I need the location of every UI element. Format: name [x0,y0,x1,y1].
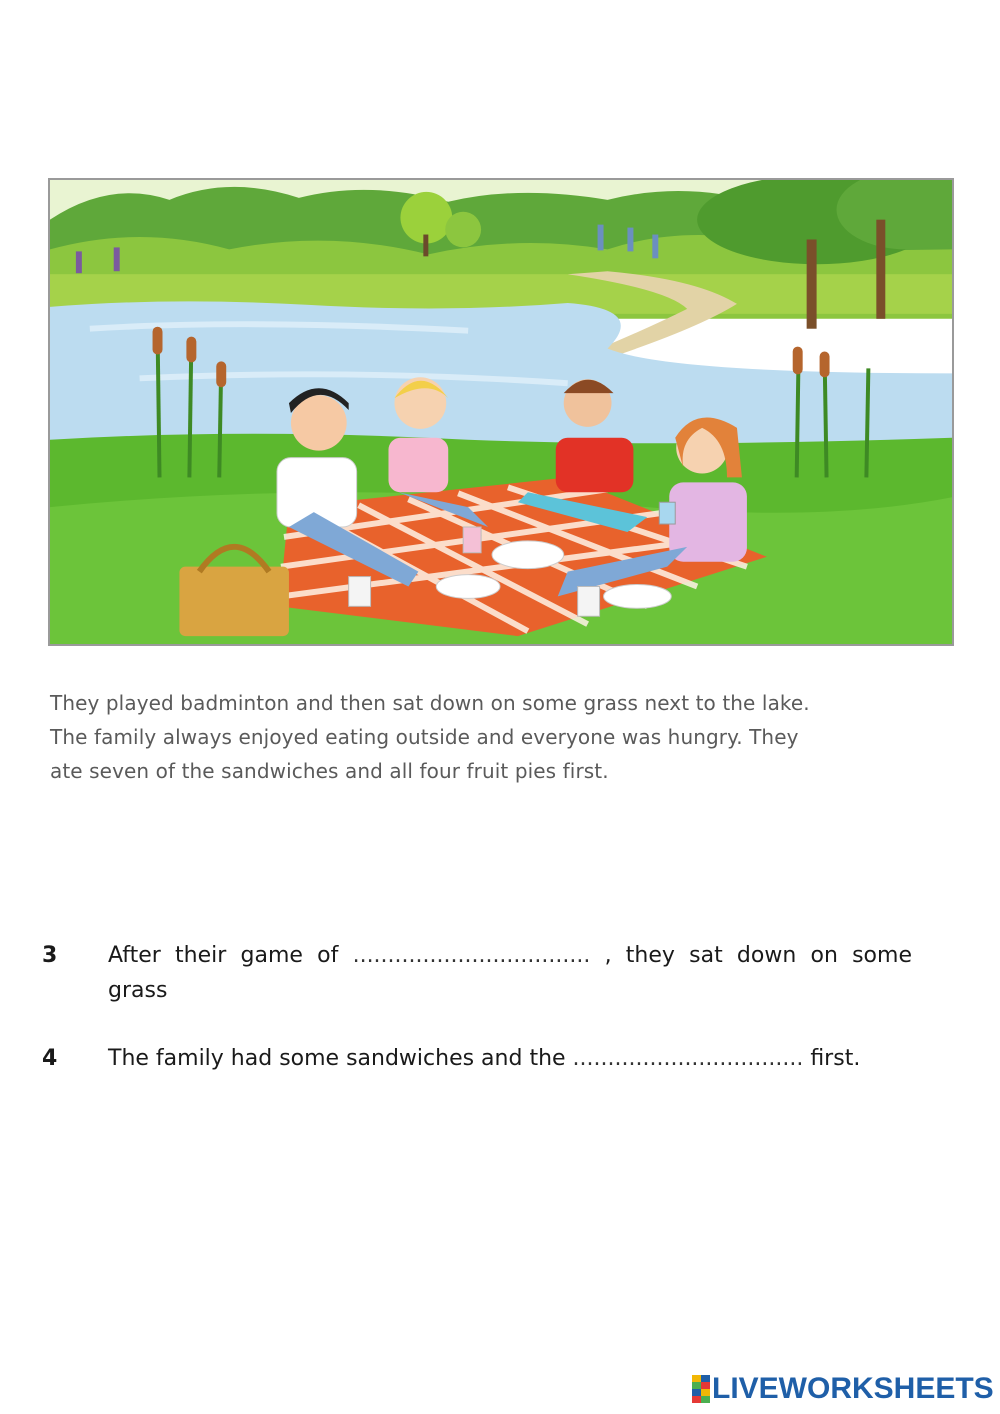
answer-blank-4[interactable]: ................................. [572,1046,804,1071]
passage-line: They played badminton and then sat down on some grass next to the lake. [50,691,810,715]
liveworksheets-brand[interactable] [692,1372,994,1406]
question-text-before: The family had some sandwiches and the [108,1046,566,1071]
reading-passage [50,686,950,788]
question-text-before: After their game of [108,943,339,968]
passage-line: The family always enjoyed eating outside and everyone was hungry. They [50,725,799,749]
question-number: 4 [42,1046,58,1071]
question-number: 3 [42,943,58,968]
question-text [108,1041,958,1076]
answer-blank-3[interactable]: .................................. [352,943,591,968]
question-text-after: , they sat down on some [604,943,912,968]
question-text [108,938,958,1008]
liveworksheets-logo-icon [692,1375,710,1403]
passage-line: ate seven of the sandwiches and all four fruit pies first. [50,759,609,783]
question-line [108,938,912,973]
picnic-by-lake-icon [50,180,952,644]
question-text-after: first. [810,1046,861,1071]
brand-name: LIVEWORKSHEETS [712,1372,994,1405]
question-line-2: grass [108,978,168,1003]
picnic-illustration [48,178,954,646]
question-line [108,1041,958,1076]
